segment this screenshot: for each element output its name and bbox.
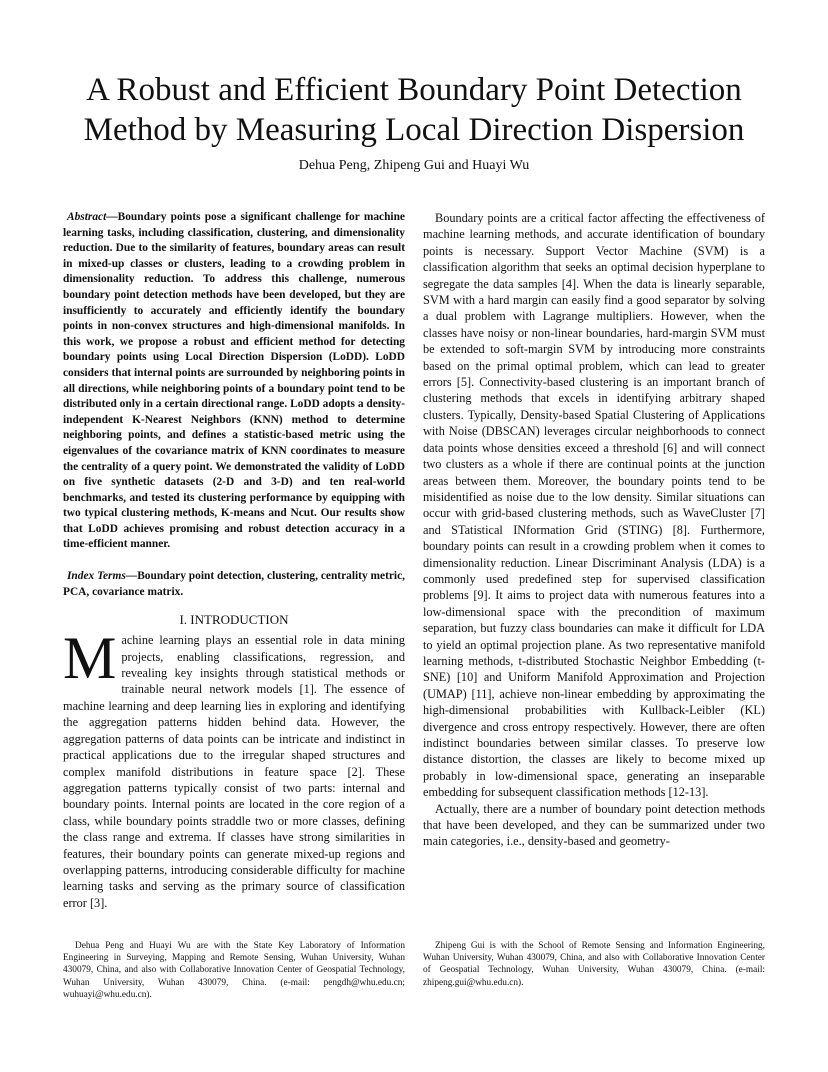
abstract — [63, 210, 405, 553]
title-line-2: Method by Measuring Local Direction Dispersion — [83, 112, 745, 148]
body-paragraph-1: Boundary points are a critical factor affecting the effectiveness of machine learning methods, and accurate identification of boundary points is necessary. Support Vector Machine (SVM) is a classification algorithm that seeks an optimal decision hyperplane to segregate the data samples [4]. When the data is linearly separable, SVM with a hard margin can easily find a good separator by solving a dual problem with Lagrange multipliers. However, when the classes have noisy or non-linear boundaries, hard-margin SVM must be extended to soft-margin SVM by introducing more constraints based on the primal optimal problem, which can lead to greater errors [5]. Connectivity-based clustering is an important branch of clustering methods that excels in identifying arbitrary shaped clusters. Typically, Density-based Spatial Clustering of Applications with Noise (DBSCAN) leverages circular neighborhoods to connect data points whose densities exceed a threshold [6] and will connect two clusters as a whole if there are continual points at the junction areas between them. Moreover, the boundary points tend to be misidentified as noise due to the low density. Similar situations can occur with grid-based clustering methods, such as WaveCluster [7] and STatistical INformation Grid (STING) [8]. Furthermore, boundary points can result in a crowding problem when it comes to dimensionality reduction. Linear Discriminant Analysis (LDA) is a commonly used predefined step for supervised classification problems [9]. It aims to project data with numerous features into a low-dimensional space with the precondition of maximum separation, but fuzzy class boundaries can make it difficult for LDA to yield an optimal projection plane. As two representative manifold learning methods, t-distributed Stochastic Neighbor Embedding (t-SNE) [10] and Uniform Manifold Approximation and Projection (UMAP) [11], achieve non-linear embedding by approximating the high-dimensional probabilities with Kullback-Leibler (KL) divergence and cross entropy respectively. However, there are often indistinct boundaries between similar classes. To preserve low distance distortion, the classes are likely to become mixed up probably in low-dimensional space, generating an inseparable embedding for subsequent classification methods [12-13]. — [423, 211, 765, 800]
footnote-right: Zhipeng Gui is with the School of Remote Sensing and Information Engineering, Wuhan University, Wuhan 430079, China, and also with Collaborative Innovation Center of Geospatial Technology, Wuhan University, Wuhan 430079, China. (e-mail: zhipeng.gui@whu.edu.cn). — [423, 941, 765, 988]
index-terms — [63, 569, 405, 600]
paper-title — [40, 70, 788, 150]
author-list: Dehua Peng, Zhipeng Gui and Huayi Wu — [298, 158, 530, 173]
drop-cap: M — [63, 625, 117, 692]
left-column — [63, 210, 405, 911]
section-heading-introduction: I. INTRODUCTION — [179, 612, 289, 628]
introduction-paragraph — [63, 625, 405, 911]
abstract-text: —Boundary points pose a significant challenge for machine learning tasks, including classification, clustering, and dimensionality reduction. Due to the similarity of features, boundary areas can result in mixed-up classes or clusters, leading to a crowding problem in dimensionality reduction. To address this challenge, numerous boundary point detection methods have been developed, but they are insufficiently to accurately and efficiently identify the boundary points in non-convex structures and high-dimensional manifolds. In this work, we propose a robust and efficient method for detecting boundary points using Local Direction Dispersion (LoDD). LoDD considers that internal points are surrounded by neighboring points in all directions, while neighboring points of a boundary point tend to be distributed only in a certain directional range. LoDD adopts a density-independent K-Nearest Neighbors (KNN) method to determine neighboring points, and defines a statistic-based metric using the eigenvalues of the covariance matrix of KNN coordinates to measure the centrality of a query point. We demonstrated the validity of LoDD on five synthetic datasets (2-D and 3-D) and ten real-world benchmarks, and tested its clustering performance by equipping with two typical clustering methods, K-means and Ncut. Our results show that LoDD achieves promising and robust detection accuracy in a time-efficient manner. — [63, 211, 405, 551]
right-column — [423, 210, 765, 850]
introduction-text: achine learning plays an essential role in data mining projects, enabling classifications, regression, and revealing key insights through statistical methods or trainable neural network models [1]. The essence of machine learning and deep learning lies in exploring and identifying the aggregation patterns hidden behind data. However, the aggregation patterns of data points can be intricate and indistinct in practical applications due to the irregular shaped structures and complex manifold distributions in feature space [2]. These aggregation patterns typically consist of two parts: internal and boundary points. Internal points are located in the core region of a class, while boundary points straddle two or more classes, defining the class range and extrema. If classes have strong similarities in features, their boundary points can generate mixed-up regions and overlapping patterns, introducing considerable difficulty for machine learning tasks and serving as the primary source of classification error [3]. — [63, 633, 405, 910]
title-line-1: A Robust and Efficient Boundary Point Detection — [86, 72, 742, 108]
index-terms-label: Index Terms — [67, 570, 126, 583]
index-terms-text: —Boundary point detection, clustering, centrality metric, PCA, covariance matrix. — [63, 570, 405, 598]
abstract-label: Abstract — [67, 211, 107, 223]
body-paragraph-2: Actually, there are a number of boundary point detection methods that have been developed, and they can be summarized under two main categories, i.e., density-based and geometry- — [423, 801, 765, 849]
footnote-left: Dehua Peng and Huayi Wu are with the State Key Laboratory of Information Engineering in Surveying, Mapping and Remote Sensing, Wuhan University, Wuhan 430079, China, and also with Collaborative Innovation Center of Geospatial Technology, Wuhan University, Wuhan 430079, China. (e-mail: pengdh@whu.edu.cn; wuhuayi@whu.edu.cn). — [63, 941, 405, 1000]
